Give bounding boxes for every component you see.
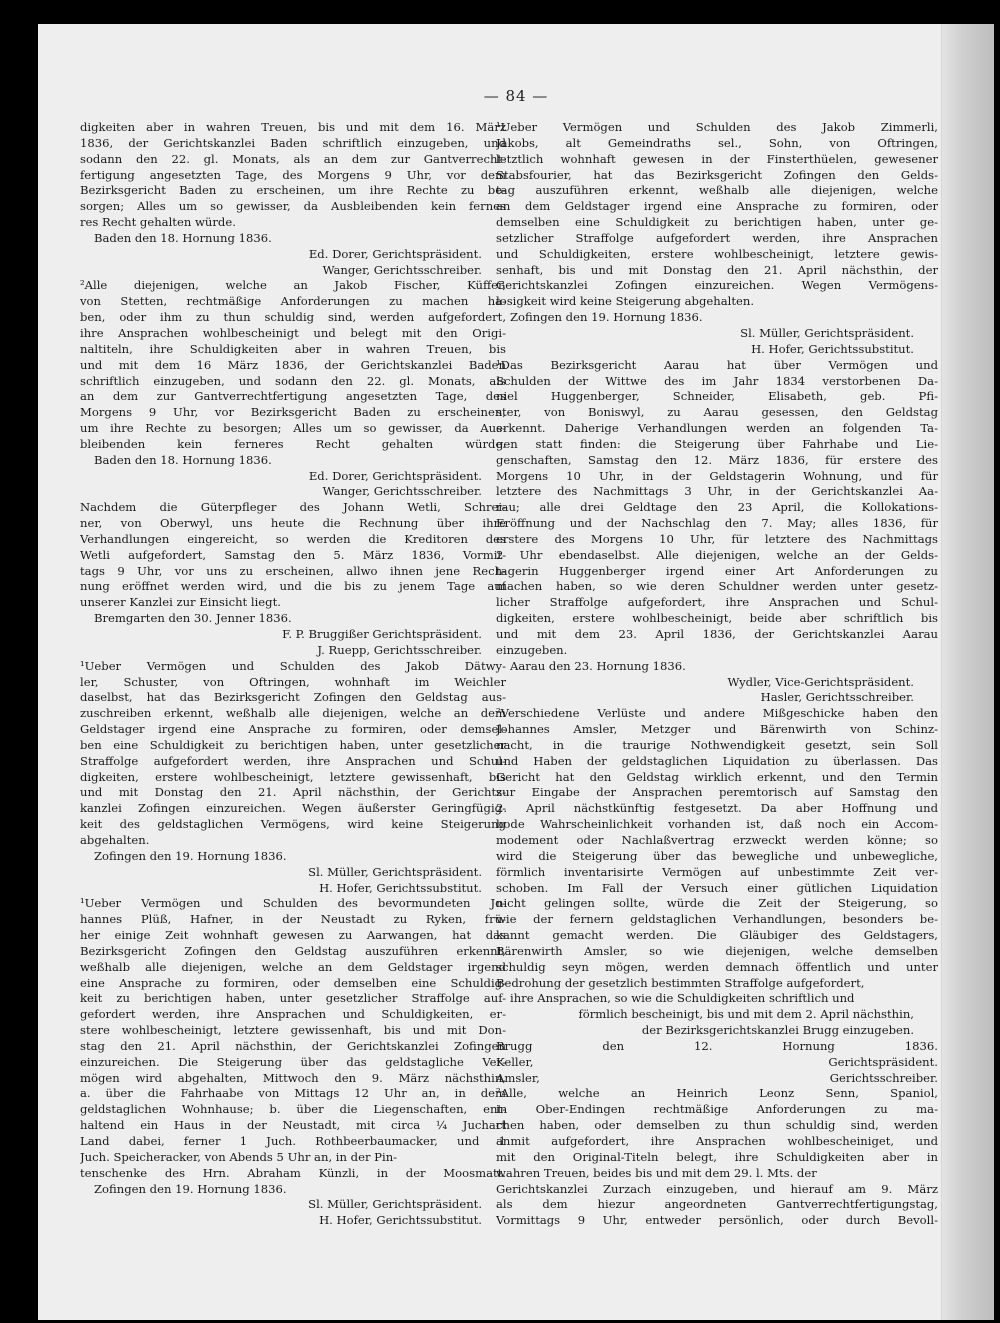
text-line: Land dabei, ferner 1 Juch. Rothbeerbaumacker, und 1 bbox=[80, 1134, 506, 1148]
text-line: Nachdem die Güterpfleger des Johann Wetli, Schrei- bbox=[80, 500, 506, 515]
text-line: digkeiten, erstere wohlbescheinigt, beide aber schriftlich bis bbox=[496, 611, 938, 626]
text-line: geldstaglichen Wohnhause; b. über die Liegenschaften, ent- bbox=[80, 1102, 506, 1117]
text-line: ¹Das Bezirksgericht Aarau hat über Vermögen und bbox=[496, 357, 938, 372]
text-line: Wetli aufgefordert, Samstag den 5. März 1836, Vormit- bbox=[80, 547, 506, 562]
text-line: sodann den 22. gl. Monats, als an dem zur Gantverrecht- bbox=[80, 151, 506, 166]
text-line: stag den 21. April nächsthin, der Gerichtskanzlei Zofingen bbox=[80, 1038, 506, 1053]
text-line: Wanger, Gerichtsschreiber. bbox=[322, 262, 482, 277]
text-line: von Stetten, rechtmäßige Anforderungen zu machen ha- bbox=[80, 294, 506, 309]
text-line: Bedrohung der gesetzlich bestimmten Straffolge aufgefordert, bbox=[496, 975, 865, 990]
text-line: Gericht hat den Geldstag wirklich erkennt, und den Termin bbox=[496, 769, 938, 784]
text-line: Brugg den 12. Hornung 1836. bbox=[496, 1038, 938, 1053]
right-column bbox=[496, 120, 938, 1229]
text-line: unserer Kanzlei zur Einsicht liegt. bbox=[80, 595, 281, 610]
text-line: erstere des Morgens 10 Uhr, für letztere des Nachmittags bbox=[496, 531, 938, 546]
text-line: einzugeben. bbox=[496, 642, 568, 657]
text-line: förmlich bescheinigt, bis und mit dem 2. April nächsthin, bbox=[578, 1007, 914, 1022]
text-line: 2 Uhr ebendaselbst. Alle diejenigen, welche an der Gelds- bbox=[496, 547, 938, 562]
text-line: schuldig seyn mögen, werden demnach öffentlich und unter bbox=[496, 959, 938, 974]
text-line: digkeiten aber in wahren Treuen, bis und mit dem 16. März bbox=[80, 120, 506, 134]
text-line: her einige Zeit wohnhaft gewesen zu Aarwangen, hat das bbox=[80, 928, 506, 943]
text-line: Amsler, Gerichtsschreiber. bbox=[496, 1070, 938, 1085]
text-line: Zofingen den 19. Hornung 1836. bbox=[510, 310, 703, 325]
text-line: tag auszuführen erkennt, weßhalb alle diejenigen, welche bbox=[496, 183, 938, 198]
text-line: tags 9 Uhr, vor uns zu erscheinen, allwo ihnen jene Rech- bbox=[80, 563, 506, 578]
text-line: kannt gemacht werden. Die Gläubiger des Geldstagers, bbox=[496, 928, 938, 943]
text-line: licher Straffolge aufgefordert, ihre Ansprachen und Schul- bbox=[496, 595, 938, 610]
text-line: naltiteln, ihre Schuldigkeiten aber in wahren Treuen, bis bbox=[80, 341, 506, 356]
text-line: chen haben, oder demselben zu thun schuldig sind, werden bbox=[496, 1118, 938, 1133]
text-line: bode Wahrscheinlichkeit vorhanden ist, daß noch ein Accom- bbox=[496, 817, 938, 832]
text-line: Bezirksgericht Baden zu erscheinen, um ihre Rechte zu be- bbox=[80, 183, 506, 198]
text-line: Ed. Dorer, Gerichtspräsident. bbox=[308, 468, 482, 483]
text-line: Zofingen den 19. Hornung 1836. bbox=[94, 848, 287, 863]
text-line: Ed. Dorer, Gerichtspräsident. bbox=[308, 246, 482, 261]
text-line: Johannes Amsler, Metzger und Bärenwirth von Schinz- bbox=[496, 722, 938, 737]
text-line: erkennt. Daherige Verhandlungen werden an folgenden Ta- bbox=[496, 421, 938, 436]
text-line: nung eröffnet werden wird, und die bis zu jenem Tage auf bbox=[80, 579, 506, 594]
text-line: Sl. Müller, Gerichtspräsident. bbox=[740, 325, 914, 340]
text-line: eine Ansprache zu formiren, oder demselben eine Schuldig- bbox=[80, 975, 506, 990]
text-line: Stabsfourier, hat das Bezirksgericht Zofingen den Gelds- bbox=[496, 167, 938, 182]
text-line: modement oder Nachlaßvertrag erzweckt werden könne; so bbox=[496, 832, 938, 847]
text-line: in Ober-Endingen rechtmäßige Anforderungen zu ma- bbox=[496, 1102, 938, 1117]
text-line: Baden den 18. Hornung 1836. bbox=[94, 452, 272, 467]
text-line: Zofingen den 19. Hornung 1836. bbox=[94, 1181, 287, 1196]
text-line: Sl. Müller, Gerichtspräsident. bbox=[308, 864, 482, 879]
newspaper-page bbox=[38, 24, 994, 1320]
text-line: senhaft, bis und mit Donstag den 21. April nächsthin, der bbox=[496, 262, 938, 277]
text-line: hannes Plüß, Hafner, in der Neustadt zu Ryken, frü- bbox=[80, 912, 506, 927]
text-line: ihre Ansprachen wohlbescheinigt und belegt mit den Origi- bbox=[80, 325, 506, 340]
text-line: ²Alle diejenigen, welche an Jakob Fischer, Küffer, bbox=[80, 278, 506, 293]
text-line: stere wohlbescheinigt, letztere gewissenhaft, bis und mit Don- bbox=[80, 1023, 506, 1038]
text-line: Bremgarten den 30. Jenner 1836. bbox=[94, 611, 292, 626]
text-line: einzureichen. Die Steigerung über das geldstagliche Ver- bbox=[80, 1054, 506, 1069]
text-line: anmit aufgefordert, ihre Ansprachen wohlbescheiniget, und bbox=[496, 1134, 938, 1148]
text-line: zur Eingabe der Ansprachen peremtorisch auf Samstag den bbox=[496, 785, 938, 800]
text-line: gefordert werden, ihre Ansprachen und Schuldigkeiten, er- bbox=[80, 1007, 506, 1022]
text-line: Sl. Müller, Gerichtspräsident. bbox=[308, 1197, 482, 1212]
text-line: und mit Donstag den 21. April nächsthin, der Gerichts- bbox=[80, 785, 506, 800]
text-line: Vormittags 9 Uhr, entweder persönlich, oder durch Bevoll- bbox=[496, 1213, 938, 1228]
text-line: Wydler, Vice-Gerichtspräsident. bbox=[727, 674, 914, 689]
text-line: Gerichtskanzlei Zurzach einzugeben, und hierauf am 9. März bbox=[496, 1181, 938, 1196]
text-line: ben eine Schuldigkeit zu berichtigen haben, unter gesetzlicher bbox=[80, 737, 506, 752]
text-line: ²Alle, welche an Heinrich Leonz Senn, Spaniol, bbox=[496, 1086, 938, 1101]
text-line: digkeiten, erstere wohlbescheinigt, letztere gewissenhaft, bis bbox=[80, 769, 506, 784]
text-line: tagerin Huggenberger irgend einer Art Anforderungen zu bbox=[496, 563, 938, 578]
text-line: Hasler, Gerichtsschreiber. bbox=[760, 690, 914, 705]
text-line: um ihre Rechte zu besorgen; Alles um so gewisser, da Aus- bbox=[80, 421, 506, 436]
text-line: a. über die Fahrhaabe von Mittags 12 Uhr an, in dem bbox=[80, 1086, 506, 1101]
text-line: mögen wird abgehalten, Mittwoch den 9. März nächsthin, bbox=[80, 1070, 506, 1085]
text-line: gen statt finden: die Steigerung über Fahrhabe und Lie- bbox=[496, 436, 938, 451]
text-line: schriftlich einzugeben, und sodann den 22. gl. Monats, als bbox=[80, 373, 506, 388]
text-line: an dem zur Gantverrechtfertigung angesetzten Tage, des bbox=[80, 389, 506, 404]
text-line: fertigung angesetzten Tage, des Morgens 9 Uhr, vor dem bbox=[80, 167, 506, 182]
text-line: sorgen; Alles um so gewisser, da Ausbleibenden kein fernes bbox=[80, 199, 506, 214]
text-line: an dem Geldstager irgend eine Ansprache zu formiren, oder bbox=[496, 199, 938, 214]
text-line: zuschreiben erkennt, weßhalb alle diejenigen, welche an dem bbox=[80, 706, 506, 721]
text-line: bleibenden kein ferneres Recht gehalten würde. bbox=[80, 436, 506, 451]
text-line: ler, Schuster, von Oftringen, wohnhaft im Weichler bbox=[80, 674, 506, 689]
text-line: schoben. Im Fall der Versuch einer gütlichen Liquidation bbox=[496, 880, 938, 895]
text-line: ben, oder ihm zu thun schuldig sind, werden aufgefordert, bbox=[80, 310, 506, 325]
text-line: weßhalb alle diejenigen, welche an dem Geldstager irgend bbox=[80, 959, 506, 974]
text-line: losigkeit wird keine Steigerung abgehalten. bbox=[496, 294, 755, 309]
text-line: niel Huggenberger, Schneider, Elisabeth, geb. Pfi- bbox=[496, 389, 938, 404]
text-line: ¹Ueber Vermögen und Schulden des bevormundeten Jo- bbox=[80, 896, 506, 911]
left-column bbox=[80, 120, 506, 1229]
text-line: Bezirksgericht Zofingen den Geldstag auszuführen erkennt, bbox=[80, 943, 506, 958]
text-line: res Recht gehalten würde. bbox=[80, 215, 236, 230]
text-line: Morgens 10 Uhr, in der Geldstagerin Wohnung, und für bbox=[496, 468, 938, 483]
text-line: wird die Steigerung über das bewegliche und unbewegliche, bbox=[496, 848, 938, 863]
text-line: und mit dem 23. April 1836, der Gerichtskanzlei Aarau bbox=[496, 627, 938, 641]
text-line: genschaften, Samstag den 12. März 1836, für erstere des bbox=[496, 452, 938, 467]
text-line: ster, von Boniswyl, zu Aarau gesessen, den Geldstag bbox=[496, 405, 938, 420]
text-line: 2. April nächstkünftig festgesetzt. Da aber Hoffnung und bbox=[496, 801, 938, 816]
text-line: mit den Original-Titeln belegt, ihre Schuldigkeiten aber in bbox=[496, 1149, 938, 1164]
text-line: wie der fernern geldstaglichen Verhandlungen, besonders be- bbox=[496, 912, 938, 927]
text-line: setzlicher Straffolge aufgefordert werden, ihre Ansprachen bbox=[496, 230, 938, 245]
text-line: ¹Ueber Vermögen und Schulden des Jakob Zimmerli, bbox=[496, 120, 938, 134]
text-line: förmlich inventarisirte Vermögen auf unbestimmte Zeit ver- bbox=[496, 864, 938, 879]
text-line: und Schuldigkeiten, erstere wohlbescheinigt, letztere gewis- bbox=[496, 246, 938, 261]
text-line: Schulden der Wittwe des im Jahr 1834 verstorbenen Da- bbox=[496, 373, 938, 388]
text-line: Geldstager irgend eine Ansprache zu formiren, oder demsel- bbox=[80, 722, 506, 737]
text-line: nicht gelingen sollte, würde die Zeit der Steigerung, so bbox=[496, 896, 938, 911]
text-line: F. P. Bruggißer Gerichtspräsident. bbox=[282, 627, 482, 641]
text-line: J. Ruepp, Gerichtsschreiber. bbox=[317, 642, 482, 657]
text-line: Baden den 18. Hornung 1836. bbox=[94, 230, 272, 245]
text-line: Straffolge aufgefordert werden, ihre Ansprachen und Schul- bbox=[80, 753, 506, 768]
text-line: und Haben der geldstaglichen Liquidation zu überlassen. Das bbox=[496, 753, 938, 768]
text-line: nacht, in die traurige Nothwendigkeit gesetzt, sein Soll bbox=[496, 737, 938, 752]
text-line: Juch. Speicheracker, von Abends 5 Uhr an, in der Pin- bbox=[80, 1149, 398, 1164]
text-line: ¹Ueber Vermögen und Schulden des Jakob Dätwy- bbox=[80, 658, 506, 673]
text-line: Wanger, Gerichtsschreiber. bbox=[322, 484, 482, 499]
text-line: machen haben, so wie deren Schuldner werden unter gesetz- bbox=[496, 579, 938, 594]
text-line: Bärenwirth Amsler, so wie diejenigen, welche demselben bbox=[496, 943, 938, 958]
text-line: letztere des Nachmittags 3 Uhr, in der Gerichtskanzlei Aa- bbox=[496, 484, 938, 499]
text-line: tenschenke des Hrn. Abraham Künzli, in der Moosmatt. bbox=[80, 1165, 506, 1180]
text-line: wahren Treuen, beides bis und mit dem 29. l. Mts. der bbox=[496, 1165, 817, 1180]
text-line: Verhandlungen eingereicht, so werden die Kreditoren des bbox=[80, 531, 506, 546]
text-line: kanzlei Zofingen einzureichen. Wegen äußerster Geringfügig- bbox=[80, 801, 506, 816]
text-line: haltend ein Haus in der Neustadt, mit circa ¼ Juchart bbox=[80, 1118, 506, 1133]
text-line: H. Hofer, Gerichtssubstitut. bbox=[319, 1213, 482, 1228]
text-line: 1836, der Gerichtskanzlei Baden schriftlich einzugeben, und bbox=[80, 135, 506, 150]
text-line: H. Hofer, Gerichtssubstitut. bbox=[319, 880, 482, 895]
text-line: ihre Ansprachen, so wie die Schuldigkeiten schriftlich und bbox=[510, 991, 855, 1006]
text-line: Jakobs, alt Gemeindraths sel., Sohn, von Oftringen, bbox=[496, 135, 938, 150]
text-line: ner, von Oberwyl, uns heute die Rechnung über ihre bbox=[80, 516, 506, 531]
page-gutter bbox=[941, 24, 994, 1320]
text-line: ²Verschiedene Verlüste und andere Mißgeschicke haben den bbox=[496, 706, 938, 721]
text-line: Eröffnung und der Nachschlag den 7. May; alles 1836, für bbox=[496, 516, 938, 531]
text-line: als dem hiezur angeordneten Gantverrechtfertigungstag, bbox=[496, 1197, 938, 1212]
text-line: der Bezirksgerichtskanzlei Brugg einzugeben. bbox=[641, 1023, 914, 1038]
page-number: — 84 — bbox=[483, 87, 549, 105]
text-line: H. Hofer, Gerichtssubstitut. bbox=[751, 341, 914, 356]
text-line: Aarau den 23. Hornung 1836. bbox=[510, 658, 686, 673]
text-line: letztlich wohnhaft gewesen in der Finsterthüelen, gewesener bbox=[496, 151, 938, 166]
text-line: daselbst, hat das Bezirksgericht Zofingen den Geldstag aus- bbox=[80, 690, 506, 705]
text-line: Keller, Gerichtspräsident. bbox=[496, 1054, 938, 1069]
text-line: abgehalten. bbox=[80, 832, 150, 847]
text-line: demselben eine Schuldigkeit zu berichtigen haben, unter ge- bbox=[496, 215, 938, 230]
text-line: Morgens 9 Uhr, vor Bezirksgericht Baden zu erscheinen, bbox=[80, 405, 506, 420]
text-line: Gerichtskanzlei Zofingen einzureichen. Wegen Vermögens- bbox=[496, 278, 938, 293]
text-line: keit zu berichtigen haben, unter gesetzlicher Straffolge auf- bbox=[80, 991, 506, 1006]
text-line: und mit dem 16 März 1836, der Gerichtskanzlei Baden bbox=[80, 357, 506, 372]
text-line: rau; alle drei Geldtage den 23 April, die Kollokations- bbox=[496, 500, 938, 515]
text-line: keit des geldstaglichen Vermögens, wird keine Steigerung bbox=[80, 817, 506, 832]
